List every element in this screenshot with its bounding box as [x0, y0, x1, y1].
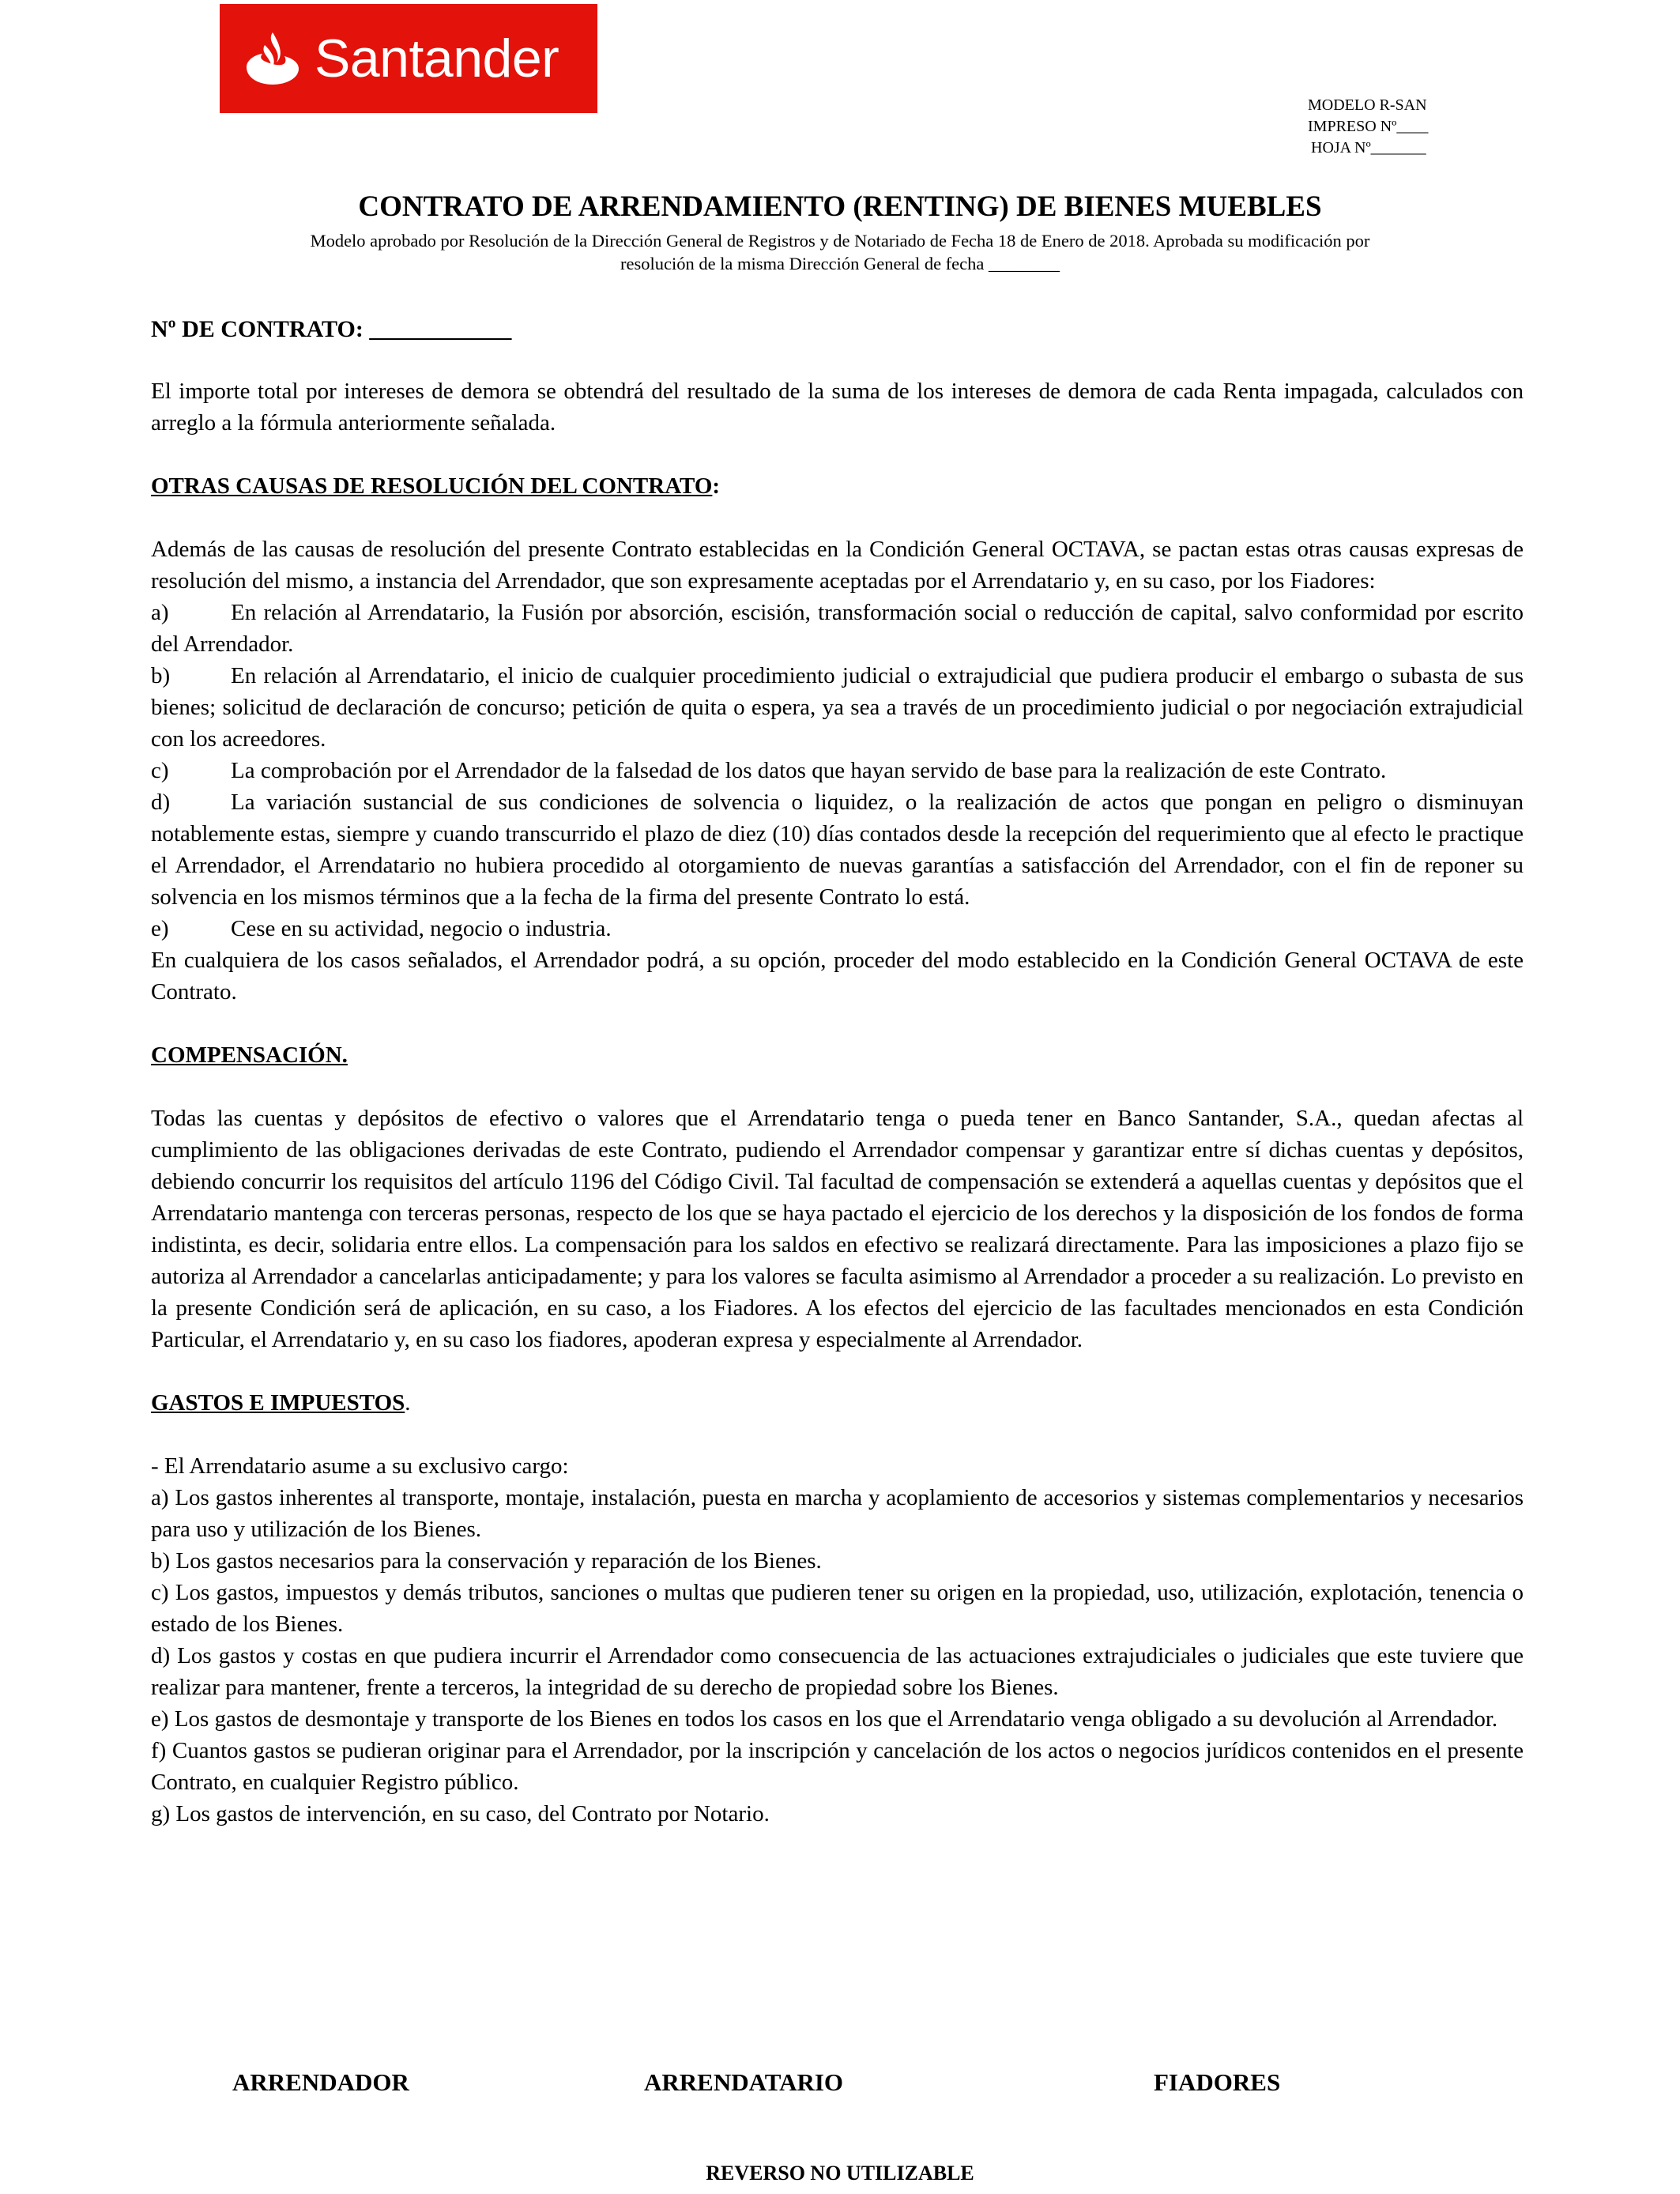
document-title: CONTRATO DE ARRENDAMIENTO (RENTING) DE BIENES MUEBLES	[358, 190, 1322, 223]
santander-logo	[220, 4, 597, 113]
gastos-item: g) Los gastos de intervención, en su caso, del Contrato por Notario.	[151, 1801, 770, 1826]
reverso-notice: REVERSO NO UTILIZABLE	[706, 2162, 974, 2185]
otras-item: d) La variación sustancial de sus condiciones de solvencia o liquidez, o la realización de actos que pongan en peligro o disminuyan notablemente estas, siempre y cuando transcurrido el plazo de diez (10) días contados desde la recepción del requerimiento que al efecto le practique el Arrendador, el Arrendatario no hubiera procedido al otorgamiento de nuevas garantías a satisfacción del Arrendador, con el fin de reponer su solvencia en los mismos términos que a la fecha de la firma del presente Contrato lo está.	[151, 790, 1524, 910]
hoja-label: HOJA Nº_______	[1311, 139, 1426, 156]
otras-item: b) En relación al Arrendatario, el inicio de cualquier procedimiento judicial o extrajudicial que pudiera producir el embargo o subasta de sus bienes; solicitud de declaración de concurso; petición de quita o espera, ya sea a través de un procedimiento judicial o por negociación extrajudicial con los acreedores.	[151, 663, 1524, 752]
contract-number: Nº DE CONTRATO: ____________	[151, 316, 512, 342]
signature-fiadores: FIADORES	[1154, 2068, 1281, 2096]
otras-causas-heading: OTRAS CAUSAS DE RESOLUCIÓN DEL CONTRATO:	[151, 473, 721, 499]
otras-causas-intro: Además de las causas de resolución del presente Contrato establecidas en la Condición General OCTAVA, se pactan estas otras causas expresas de resolución del mismo, a instancia del Arrendador, que son expresamente aceptadas por el Arrendatario y, en su caso, por los Fiadores:	[151, 537, 1524, 594]
gastos-item: f) Cuantos gastos se pudieran originar para el Arrendador, por la inscripción y cancelación de los actos o negocios jurídicos contenidos en el presente Contrato, en cualquier Registro público.	[151, 1738, 1524, 1795]
gastos-intro: - El Arrendatario asume a su exclusivo cargo:	[151, 1453, 569, 1479]
subtitle-line-1: Modelo aprobado por Resolución de la Dirección General de Registros y de Notariado de Fecha 18 de Enero de 2018. Aprobada su modificación por	[310, 231, 1370, 251]
otras-item: c) La comprobación por el Arrendador de la falsedad de los datos que hayan servido de base para la realización de este Contrato.	[151, 758, 1387, 783]
santander-flame-icon	[242, 28, 303, 89]
form-meta	[1308, 95, 1428, 159]
subtitle-line-2: resolución de la misma Dirección General de fecha ________	[620, 254, 1060, 273]
gastos-item: c) Los gastos, impuestos y demás tributos, sanciones o multas que pudieren tener su origen en la propiedad, uso, utilización, explotación, tenencia o estado de los Bienes.	[151, 1580, 1524, 1637]
gastos-item: d) Los gastos y costas en que pudiera incurrir el Arrendador como consecuencia de las actuaciones extrajudiciales o judiciales que este tuviere que realizar para mantener, frente a terceros, la integridad de su derecho de propiedad sobre los Bienes.	[151, 1643, 1524, 1700]
contract-body	[151, 375, 1524, 1830]
gastos-item: b) Los gastos necesarios para la conservación y reparación de los Bienes.	[151, 1548, 822, 1574]
gastos-item: e) Los gastos de desmontaje y transporte de los Bienes en todos los casos en los que el Arrendatario venga obligado a su devolución al Arrendador.	[151, 1706, 1498, 1732]
intro-paragraph: El importe total por intereses de demora se obtendrá del resultado de la suma de los intereses de demora de cada Renta impagada, calculados con arreglo a la fórmula anteriormente señalada.	[151, 379, 1524, 435]
gastos-item: a) Los gastos inherentes al transporte, montaje, instalación, puesta en marcha y acoplamiento de accesorios y sistemas complementarios y necesarios para uso y utilización de los Bienes.	[151, 1485, 1524, 1542]
compensacion-paragraph: Todas las cuentas y depósitos de efectivo o valores que el Arrendatario tenga o pueda tener en Banco Santander, S.A., quedan afectas al cumplimiento de las obligaciones derivadas de este Contrato, pudiendo el Arrendador compensar y garantizar entre sí dichas cuentas y depósitos, debiendo concurrir los requisitos del artículo 1196 del Código Civil. Tal facultad de compensación se extenderá a aquellas cuentas y depósitos que el Arrendatario mantenga con terceras personas, respecto de los que se haya pactado el ejercicio de los derechos y la disposición de los fondos de forma indistinta, es decir, solidaria entre ellos. La compensación para los saldos en efectivo se realizará directamente. Para las imposiciones a plazo fijo se autoriza al Arrendador a cancelarlas anticipadamente; y para los valores se faculta asimismo al Arrendador a proceder a su realización. Lo previsto en la presente Condición será de aplicación, en su caso, a los Fiadores. A los efectos del ejercicio de las facultades mencionados en esta Condición Particular, el Arrendatario y, en su caso los fiadores, apoderan expresa y especialmente al Arrendador.	[151, 1106, 1524, 1352]
gastos-heading: GASTOS E IMPUESTOS.	[151, 1390, 411, 1416]
signature-arrendador: ARRENDADOR	[232, 2068, 409, 2096]
document-subtitle	[205, 229, 1475, 275]
compensacion-heading: COMPENSACIÓN.	[151, 1042, 348, 1068]
brand-name: Santander	[315, 28, 559, 89]
impreso-label: IMPRESO Nº____	[1308, 118, 1429, 135]
otras-causas-closing: En cualquiera de los casos señalados, el Arrendador podrá, a su opción, proceder del modo establecido en la Condición General OCTAVA de este Contrato.	[151, 948, 1524, 1005]
otras-item: a) En relación al Arrendatario, la Fusión por absorción, escisión, transformación social o reducción de capital, salvo conformidad por escrito del Arrendador.	[151, 600, 1524, 657]
modelo-label: MODELO R-SAN	[1308, 96, 1427, 114]
signature-arrendatario: ARRENDATARIO	[644, 2068, 844, 2096]
otras-item: e) Cese en su actividad, negocio o industria.	[151, 916, 612, 941]
